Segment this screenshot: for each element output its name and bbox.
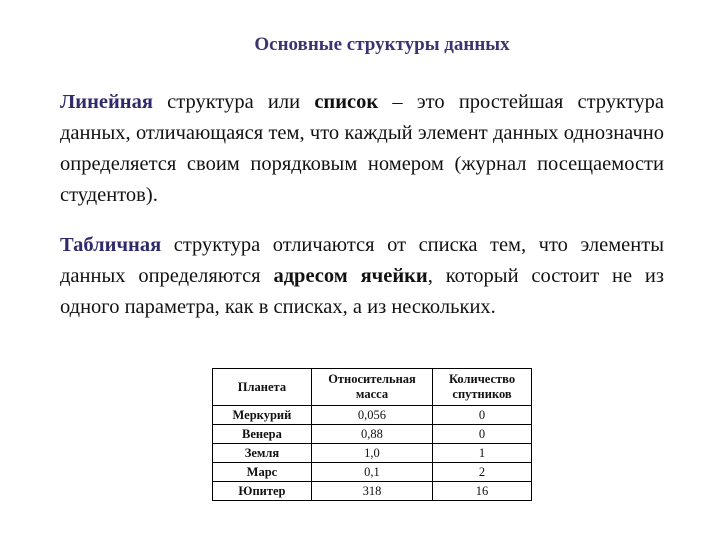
planet-name-cell: Земля bbox=[213, 444, 312, 463]
paragraph1-text-1: структура или bbox=[152, 91, 315, 113]
planet-name-cell: Венера bbox=[213, 425, 312, 444]
mass-cell: 0,056 bbox=[311, 406, 432, 425]
planet-name-cell: Марс bbox=[213, 463, 312, 482]
satellites-cell: 0 bbox=[433, 425, 532, 444]
satellites-cell: 16 bbox=[433, 482, 532, 501]
table-row bbox=[213, 406, 532, 425]
table-row bbox=[213, 463, 532, 482]
table-row bbox=[213, 444, 532, 463]
slide-title: Основные структуры данных bbox=[254, 34, 510, 55]
planet-name-cell: Меркурий bbox=[213, 406, 312, 425]
satellites-cell: 0 bbox=[433, 406, 532, 425]
mass-cell: 1,0 bbox=[311, 444, 432, 463]
table-row bbox=[213, 482, 532, 501]
paragraph2-text-1: структура отличаются от списка тем, что элементы данных определяются bbox=[60, 234, 664, 287]
paragraph1-text-2: – это простейшая структура данных, отличающаяся тем, что каждый элемент данных однозначно определяется своим порядковым номером (журнал посещаемости студентов). bbox=[60, 91, 664, 206]
column-header-mass: Относительная масса bbox=[311, 369, 432, 406]
mass-cell: 318 bbox=[311, 482, 432, 501]
planet-name-cell: Юпитер bbox=[213, 482, 312, 501]
paragraph2-text-2: , который состоит не из одного параметра, как в списках, а из нескольких. bbox=[60, 265, 665, 318]
table-structure-paragraph bbox=[60, 230, 664, 323]
table-row bbox=[213, 425, 532, 444]
term-cell-address: адресом ячейки bbox=[273, 265, 428, 287]
term-table: Табличная bbox=[60, 234, 162, 256]
term-linear: Линейная bbox=[60, 91, 153, 113]
column-header-planet: Планета bbox=[213, 369, 312, 406]
satellites-cell: 1 bbox=[433, 444, 532, 463]
linear-structure-paragraph bbox=[60, 87, 664, 211]
satellites-cell: 2 bbox=[433, 463, 532, 482]
table-header-row bbox=[213, 369, 532, 406]
planets-table bbox=[212, 368, 532, 501]
mass-cell: 0,88 bbox=[311, 425, 432, 444]
column-header-satellites: Количество спутников bbox=[433, 369, 532, 406]
term-list: список bbox=[314, 91, 379, 113]
mass-cell: 0,1 bbox=[311, 463, 432, 482]
